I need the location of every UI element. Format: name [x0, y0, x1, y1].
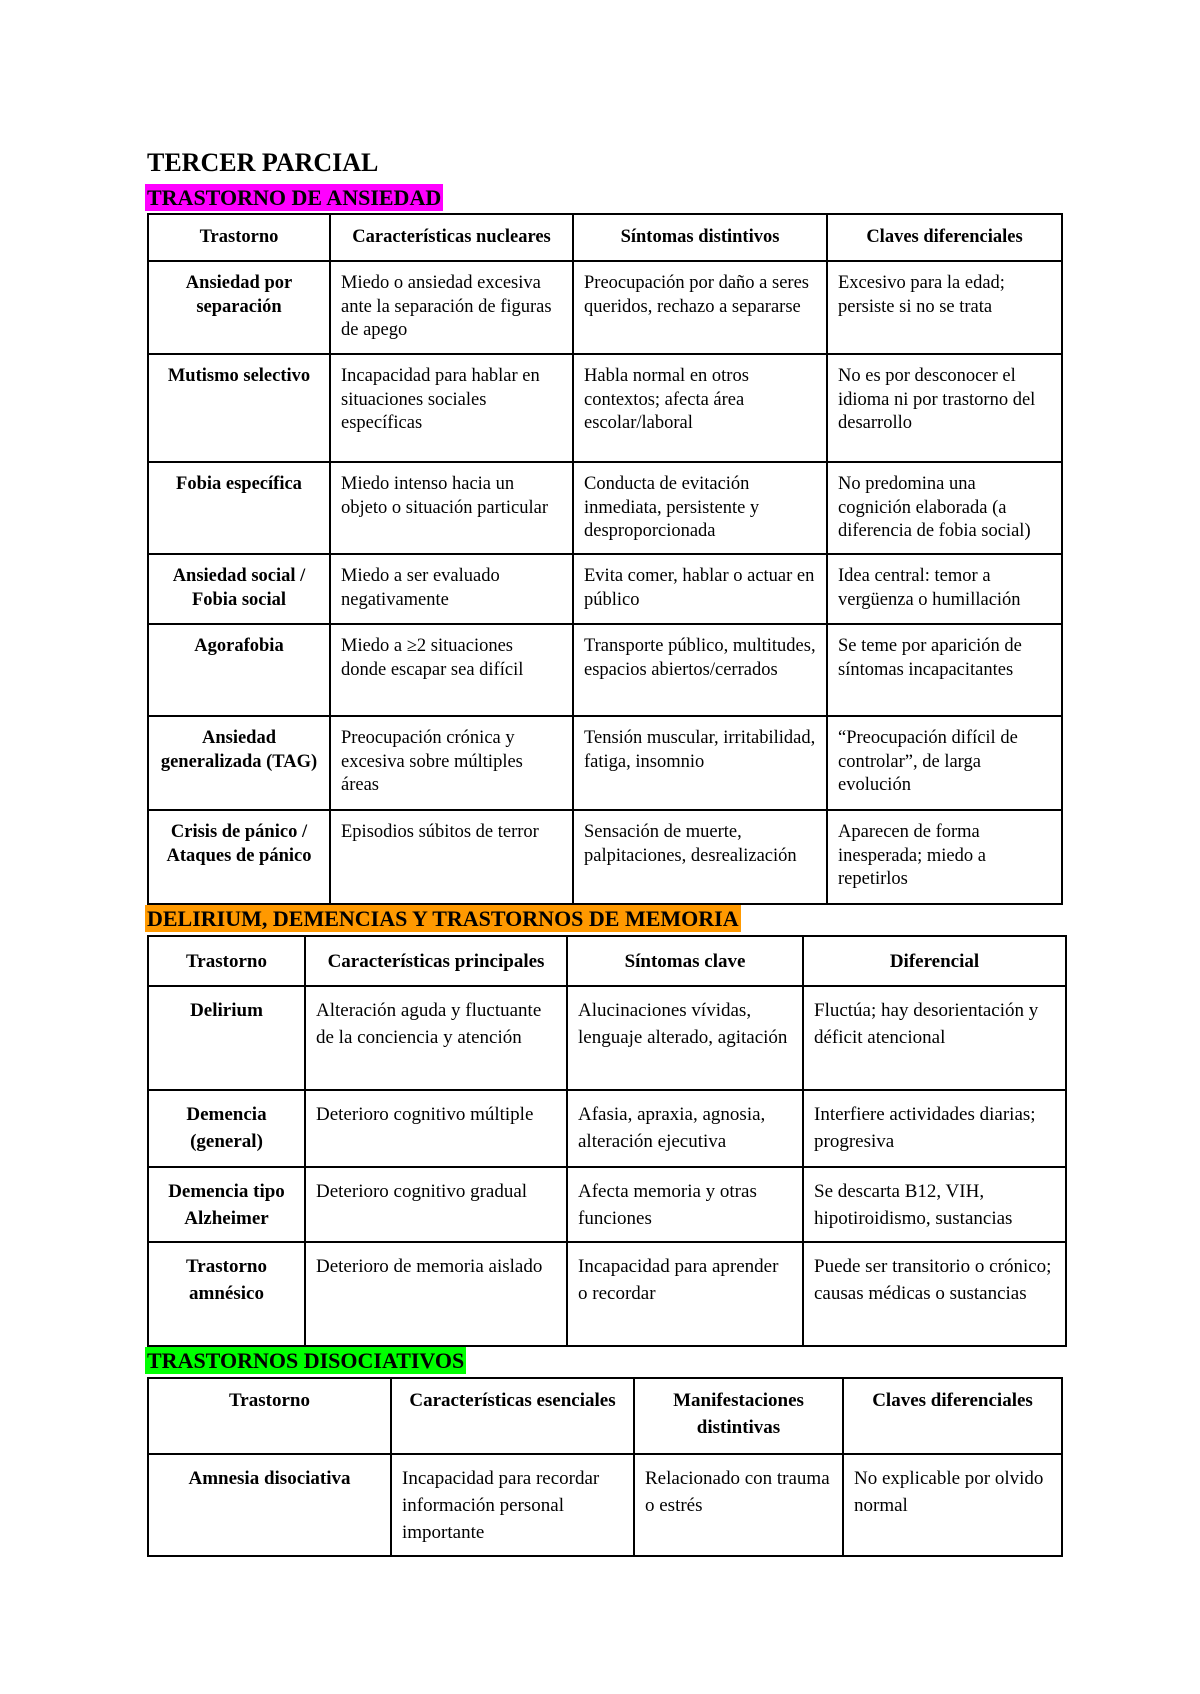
table-cell: Deterioro de memoria aislado [305, 1242, 567, 1346]
column-header: Trastorno [148, 936, 305, 986]
table-row [148, 462, 1062, 554]
disorder-name: Agorafobia [148, 624, 330, 716]
column-header: Características esenciales [391, 1378, 634, 1454]
table-cell: Habla normal en otros contextos; afecta área escolar/laboral [573, 354, 827, 462]
table-cell: Alteración aguda y fluctuante de la conciencia y atención [305, 986, 567, 1090]
table-cell: Fluctúa; hay desorientación y déficit atencional [803, 986, 1066, 1090]
disorder-name: Mutismo selectivo [148, 354, 330, 462]
table-cell: Episodios súbitos de terror [330, 810, 573, 904]
table-cell: Incapacidad para hablar en situaciones sociales específicas [330, 354, 573, 462]
disorder-name: Ansiedad social / Fobia social [148, 554, 330, 624]
table-cell: Miedo o ansiedad excesiva ante la separación de figuras de apego [330, 261, 573, 354]
section-heading-delirium: DELIRIUM, DEMENCIAS Y TRASTORNOS DE MEMORIA [147, 906, 739, 931]
table-row [148, 716, 1062, 810]
table-cell: “Preocupación difícil de controlar”, de larga evolución [827, 716, 1062, 810]
table-cell: Se teme por aparición de síntomas incapacitantes [827, 624, 1062, 716]
table-cell: No es por desconocer el idioma ni por trastorno del desarrollo [827, 354, 1062, 462]
table-cell: No explicable por olvido normal [843, 1454, 1062, 1556]
table-cell: Idea central: temor a vergüenza o humillación [827, 554, 1062, 624]
column-header: Claves diferenciales [827, 214, 1062, 261]
table-cell: Preocupación crónica y excesiva sobre múltiples áreas [330, 716, 573, 810]
table-ansiedad [147, 213, 1063, 905]
table-header-row [148, 1378, 1062, 1454]
table-row [148, 1167, 1066, 1242]
column-header: Trastorno [148, 214, 330, 261]
table-cell: Preocupación por daño a seres queridos, rechazo a separarse [573, 261, 827, 354]
table-header-row [148, 936, 1066, 986]
table-row [148, 1090, 1066, 1167]
table-cell: Transporte público, multitudes, espacios abiertos/cerrados [573, 624, 827, 716]
table-cell: Relacionado con trauma o estrés [634, 1454, 843, 1556]
column-header: Diferencial [803, 936, 1066, 986]
disorder-name: Demencia tipo Alzheimer [148, 1167, 305, 1242]
section-heading-disociativos: TRASTORNOS DISOCIATIVOS [147, 1348, 465, 1373]
table-cell: Miedo intenso hacia un objeto o situación particular [330, 462, 573, 554]
table-cell: Puede ser transitorio o crónico; causas médicas o sustancias [803, 1242, 1066, 1346]
table-cell: Deterioro cognitivo gradual [305, 1167, 567, 1242]
table-row [148, 354, 1062, 462]
disorder-name: Fobia específica [148, 462, 330, 554]
disorder-name: Trastorno amnésico [148, 1242, 305, 1346]
table-cell: Deterioro cognitivo múltiple [305, 1090, 567, 1167]
table-cell: Incapacidad para recordar información personal importante [391, 1454, 634, 1556]
table-cell: Conducta de evitación inmediata, persistente y desproporcionada [573, 462, 827, 554]
column-header: Características principales [305, 936, 567, 986]
table-cell: Sensación de muerte, palpitaciones, desrealización [573, 810, 827, 904]
column-header: Características nucleares [330, 214, 573, 261]
table-row [148, 261, 1062, 354]
disorder-name: Crisis de pánico / Ataques de pánico [148, 810, 330, 904]
table-cell: Alucinaciones vívidas, lenguaje alterado, agitación [567, 986, 803, 1090]
table-cell: Se descarta B12, VIH, hipotiroidismo, sustancias [803, 1167, 1066, 1242]
document-title: TERCER PARCIAL [147, 148, 379, 177]
section-heading-ansiedad: TRASTORNO DE ANSIEDAD [147, 185, 442, 210]
disorder-name: Delirium [148, 986, 305, 1090]
table-cell: Miedo a ≥2 situaciones donde escapar sea difícil [330, 624, 573, 716]
table-row [148, 554, 1062, 624]
table-cell: Interfiere actividades diarias; progresiva [803, 1090, 1066, 1167]
column-header: Síntomas clave [567, 936, 803, 986]
column-header: Síntomas distintivos [573, 214, 827, 261]
table-cell: Tensión muscular, irritabilidad, fatiga, insomnio [573, 716, 827, 810]
table-row [148, 1454, 1062, 1556]
column-header: Trastorno [148, 1378, 391, 1454]
table-disociativos [147, 1377, 1063, 1557]
table-header-row [148, 214, 1062, 261]
table-cell: Afecta memoria y otras funciones [567, 1167, 803, 1242]
disorder-name: Ansiedad por separación [148, 261, 330, 354]
table-row [148, 1242, 1066, 1346]
table-row [148, 986, 1066, 1090]
disorder-name: Ansiedad generalizada (TAG) [148, 716, 330, 810]
table-delirium [147, 935, 1067, 1347]
table-cell: Excesivo para la edad; persiste si no se trata [827, 261, 1062, 354]
table-row [148, 810, 1062, 904]
table-cell: Afasia, apraxia, agnosia, alteración ejecutiva [567, 1090, 803, 1167]
table-cell: No predomina una cognición elaborada (a diferencia de fobia social) [827, 462, 1062, 554]
table-cell: Evita comer, hablar o actuar en público [573, 554, 827, 624]
disorder-name: Demencia (general) [148, 1090, 305, 1167]
disorder-name: Amnesia disociativa [148, 1454, 391, 1556]
column-header: Claves diferenciales [843, 1378, 1062, 1454]
table-cell: Miedo a ser evaluado negativamente [330, 554, 573, 624]
column-header: Manifestaciones distintivas [634, 1378, 843, 1454]
table-row [148, 624, 1062, 716]
table-cell: Incapacidad para aprender o recordar [567, 1242, 803, 1346]
table-cell: Aparecen de forma inesperada; miedo a repetirlos [827, 810, 1062, 904]
